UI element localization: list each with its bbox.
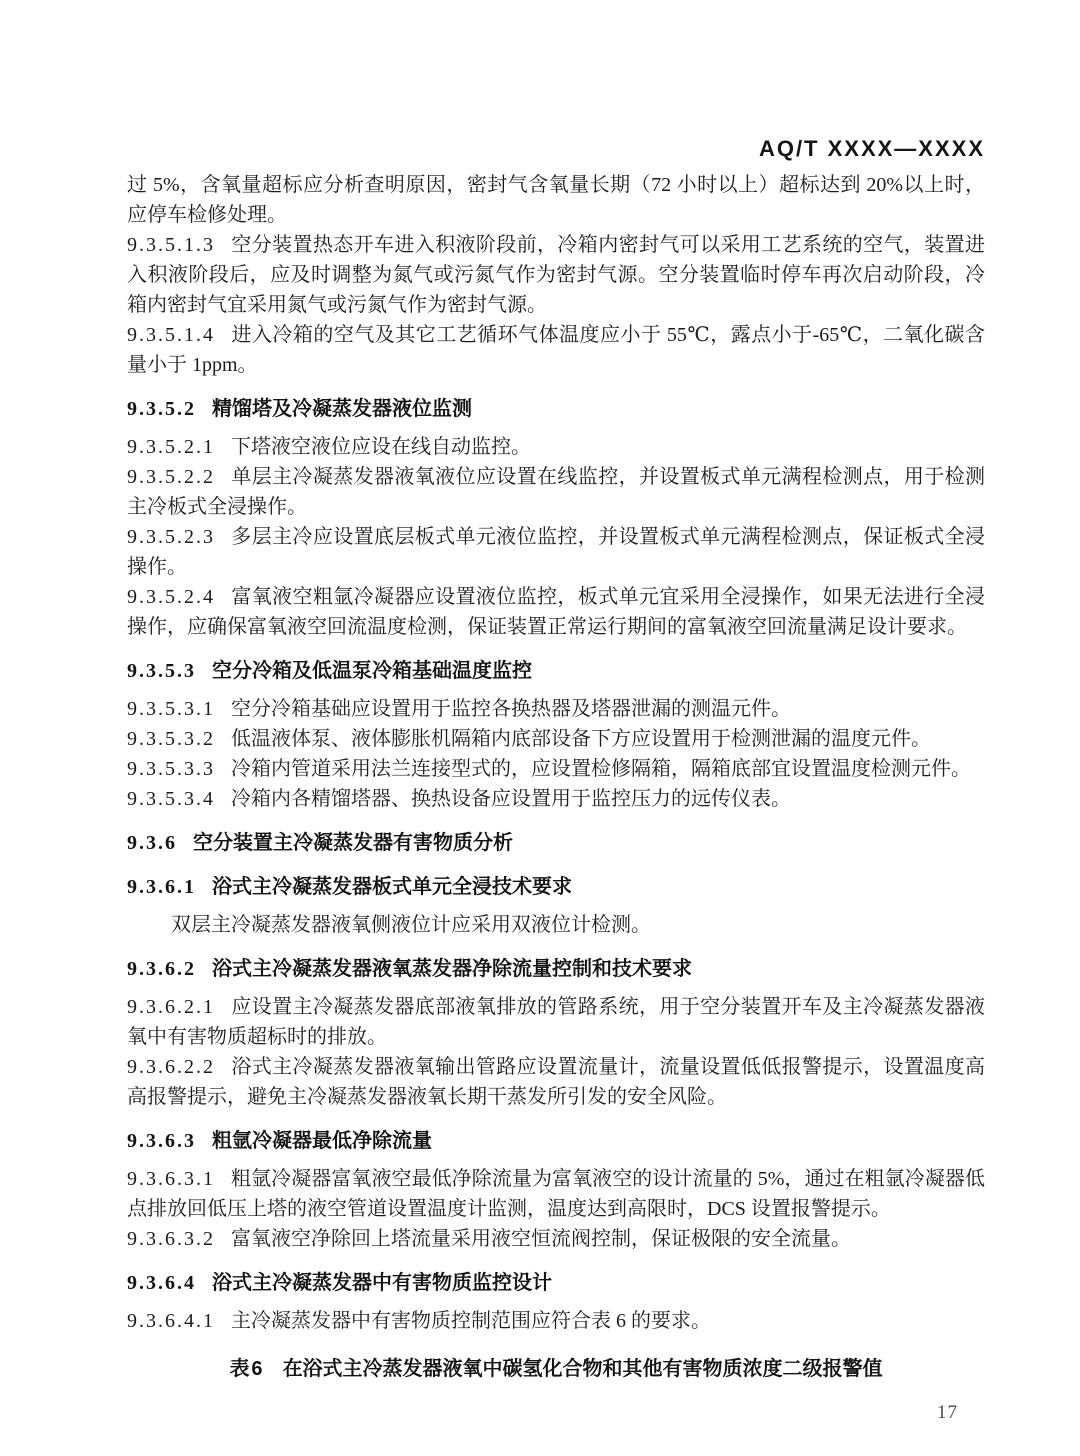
clause-number: 9.3.6	[127, 832, 177, 854]
clause-block	[127, 1224, 985, 1254]
clause-text: 空分装置热态开车进入积液阶段前，冷箱内密封气可以采用工艺系统的空气，装置进入积液阶段后，应及时调整为氮气或污氮气作为密封气源。空分装置临时停车再次启动阶段，冷箱内密封气宜采用氮气或污氮气作为密封气源。	[127, 234, 985, 316]
section-heading	[127, 1126, 985, 1156]
clause-block	[127, 462, 985, 522]
section-heading	[127, 872, 985, 902]
clause-text: 冷箱内管道采用法兰连接型式的，应设置检修隔箱，隔箱底部宜设置温度检测元件。	[231, 758, 971, 780]
indented-paragraph	[127, 910, 985, 940]
clause-number: 9.3.6.2.1	[127, 996, 215, 1018]
clause-text: 主冷凝蒸发器中有害物质控制范围应符合表 6 的要求。	[231, 1310, 711, 1332]
clause-number: 9.3.6.2	[127, 958, 196, 980]
clause-number: 表6	[229, 1358, 265, 1380]
clause-text: 在浴式主冷蒸发器液氧中碳氢化合物和其他有害物质浓度二级报警值	[282, 1358, 883, 1380]
clause-block	[127, 1164, 985, 1224]
clause-text: 浴式主冷凝蒸发器液氧输出管路应设置流量计，流量设置低低报警提示，设置温度高高报警提示，避免主冷凝蒸发器液氧长期干蒸发所引发的安全风险。	[127, 1056, 985, 1108]
clause-text: 应设置主冷凝蒸发器底部液氧排放的管路系统，用于空分装置开车及主冷凝蒸发器液氧中有害物质超标时的排放。	[127, 996, 985, 1048]
clause-text: 粗氩冷凝器最低净除流量	[212, 1130, 432, 1152]
clause-text: 单层主冷凝蒸发器液氧液位应设置在线监控，并设置板式单元满程检测点，用于检测主冷板式全浸操作。	[127, 466, 985, 518]
clause-block	[127, 230, 985, 320]
clause-text: 浴式主冷凝蒸发器液氧蒸发器净除流量控制和技术要求	[212, 958, 692, 980]
clause-block	[127, 784, 985, 814]
clause-number: 9.3.6.2.2	[127, 1056, 215, 1078]
clause-number: 9.3.5.2.1	[127, 436, 215, 458]
section-heading	[127, 394, 985, 424]
page-number: 17	[937, 1402, 958, 1423]
clause-text: 精馏塔及冷凝蒸发器液位监测	[212, 398, 472, 420]
document-body	[127, 170, 985, 1384]
clause-number: 9.3.5.2	[127, 398, 196, 420]
section-heading	[127, 828, 985, 858]
clause-number: 9.3.6.4	[127, 1272, 196, 1294]
clause-block	[127, 1052, 985, 1112]
clause-number: 9.3.6.3	[127, 1130, 196, 1152]
clause-block	[127, 754, 985, 784]
clause-number: 9.3.5.3.4	[127, 788, 215, 810]
clause-block	[127, 582, 985, 642]
section-heading	[127, 656, 985, 686]
clause-number: 9.3.6.3.1	[127, 1168, 215, 1190]
section-heading	[127, 1268, 985, 1298]
clause-text: 浴式主冷凝蒸发器板式单元全浸技术要求	[212, 876, 572, 898]
clause-text: 空分冷箱基础应设置用于监控各换热器及塔器泄漏的测温元件。	[231, 698, 791, 720]
clause-block	[127, 724, 985, 754]
clause-number: 9.3.5.3.1	[127, 698, 215, 720]
clause-block	[127, 432, 985, 462]
clause-text: 多层主冷应设置底层板式单元液位监控，并设置板式单元满程检测点，保证板式全浸操作。	[127, 526, 985, 578]
clause-block	[127, 522, 985, 582]
clause-number: 9.3.6.4.1	[127, 1310, 215, 1332]
clause-text: 双层主冷凝蒸发器液氧侧液位计应采用双液位计检测。	[171, 914, 651, 936]
clause-number: 9.3.5.1.3	[127, 234, 215, 256]
clause-text: 空分装置主冷凝蒸发器有害物质分析	[193, 832, 513, 854]
clause-text: 浴式主冷凝蒸发器中有害物质监控设计	[212, 1272, 552, 1294]
section-heading	[127, 954, 985, 984]
clause-block	[127, 992, 985, 1052]
clause-number: 9.3.5.2.4	[127, 586, 215, 608]
clause-number: 9.3.5.3.2	[127, 728, 215, 750]
clause-block	[127, 320, 985, 380]
clause-block	[127, 1306, 985, 1336]
clause-number: 9.3.5.3.3	[127, 758, 215, 780]
clause-text: 低温液体泵、液体膨胀机隔箱内底部设备下方应设置用于检测泄漏的温度元件。	[231, 728, 931, 750]
clause-number: 9.3.5.2.2	[127, 466, 215, 488]
clause-text: 进入冷箱的空气及其它工艺循环气体温度应小于 55℃，露点小于-65℃，二氧化碳含量小于 1ppm。	[127, 324, 985, 376]
clause-number: 9.3.6.1	[127, 876, 196, 898]
standard-number-header: AQ/T XXXX—XXXX	[758, 136, 985, 161]
clause-text: 冷箱内各精馏塔器、换热设备应设置用于监控压力的远传仪表。	[231, 788, 791, 810]
table-caption	[127, 1354, 985, 1384]
clause-text: 粗氩冷凝器富氧液空最低净除流量为富氧液空的设计流量的 5%，通过在粗氩冷凝器低点排放回低压上塔的液空管道设置温度计监测，温度达到高限时，DCS 设置报警提示。	[127, 1168, 985, 1220]
body-paragraph	[127, 170, 985, 230]
clause-text: 富氧液空净除回上塔流量采用液空恒流阀控制，保证极限的安全流量。	[231, 1228, 851, 1250]
clause-number: 9.3.6.3.2	[127, 1228, 215, 1250]
clause-number: 9.3.5.3	[127, 660, 196, 682]
clause-text: 下塔液空液位应设在线自动监控。	[231, 436, 531, 458]
clause-text: 空分冷箱及低温泵冷箱基础温度监控	[212, 660, 532, 682]
clause-number: 9.3.5.2.3	[127, 526, 215, 548]
clause-text: 过 5%，含氧量超标应分析查明原因，密封气含氧量长期（72 小时以上）超标达到 20%以上时，应停车检修处理。	[127, 174, 985, 226]
clause-text: 富氧液空粗氩冷凝器应设置液位监控，板式单元宜采用全浸操作，如果无法进行全浸操作，应确保富氧液空回流温度检测，保证装置正常运行期间的富氧液空回流量满足设计要求。	[127, 586, 985, 638]
clause-block	[127, 694, 985, 724]
clause-number: 9.3.5.1.4	[127, 324, 215, 346]
